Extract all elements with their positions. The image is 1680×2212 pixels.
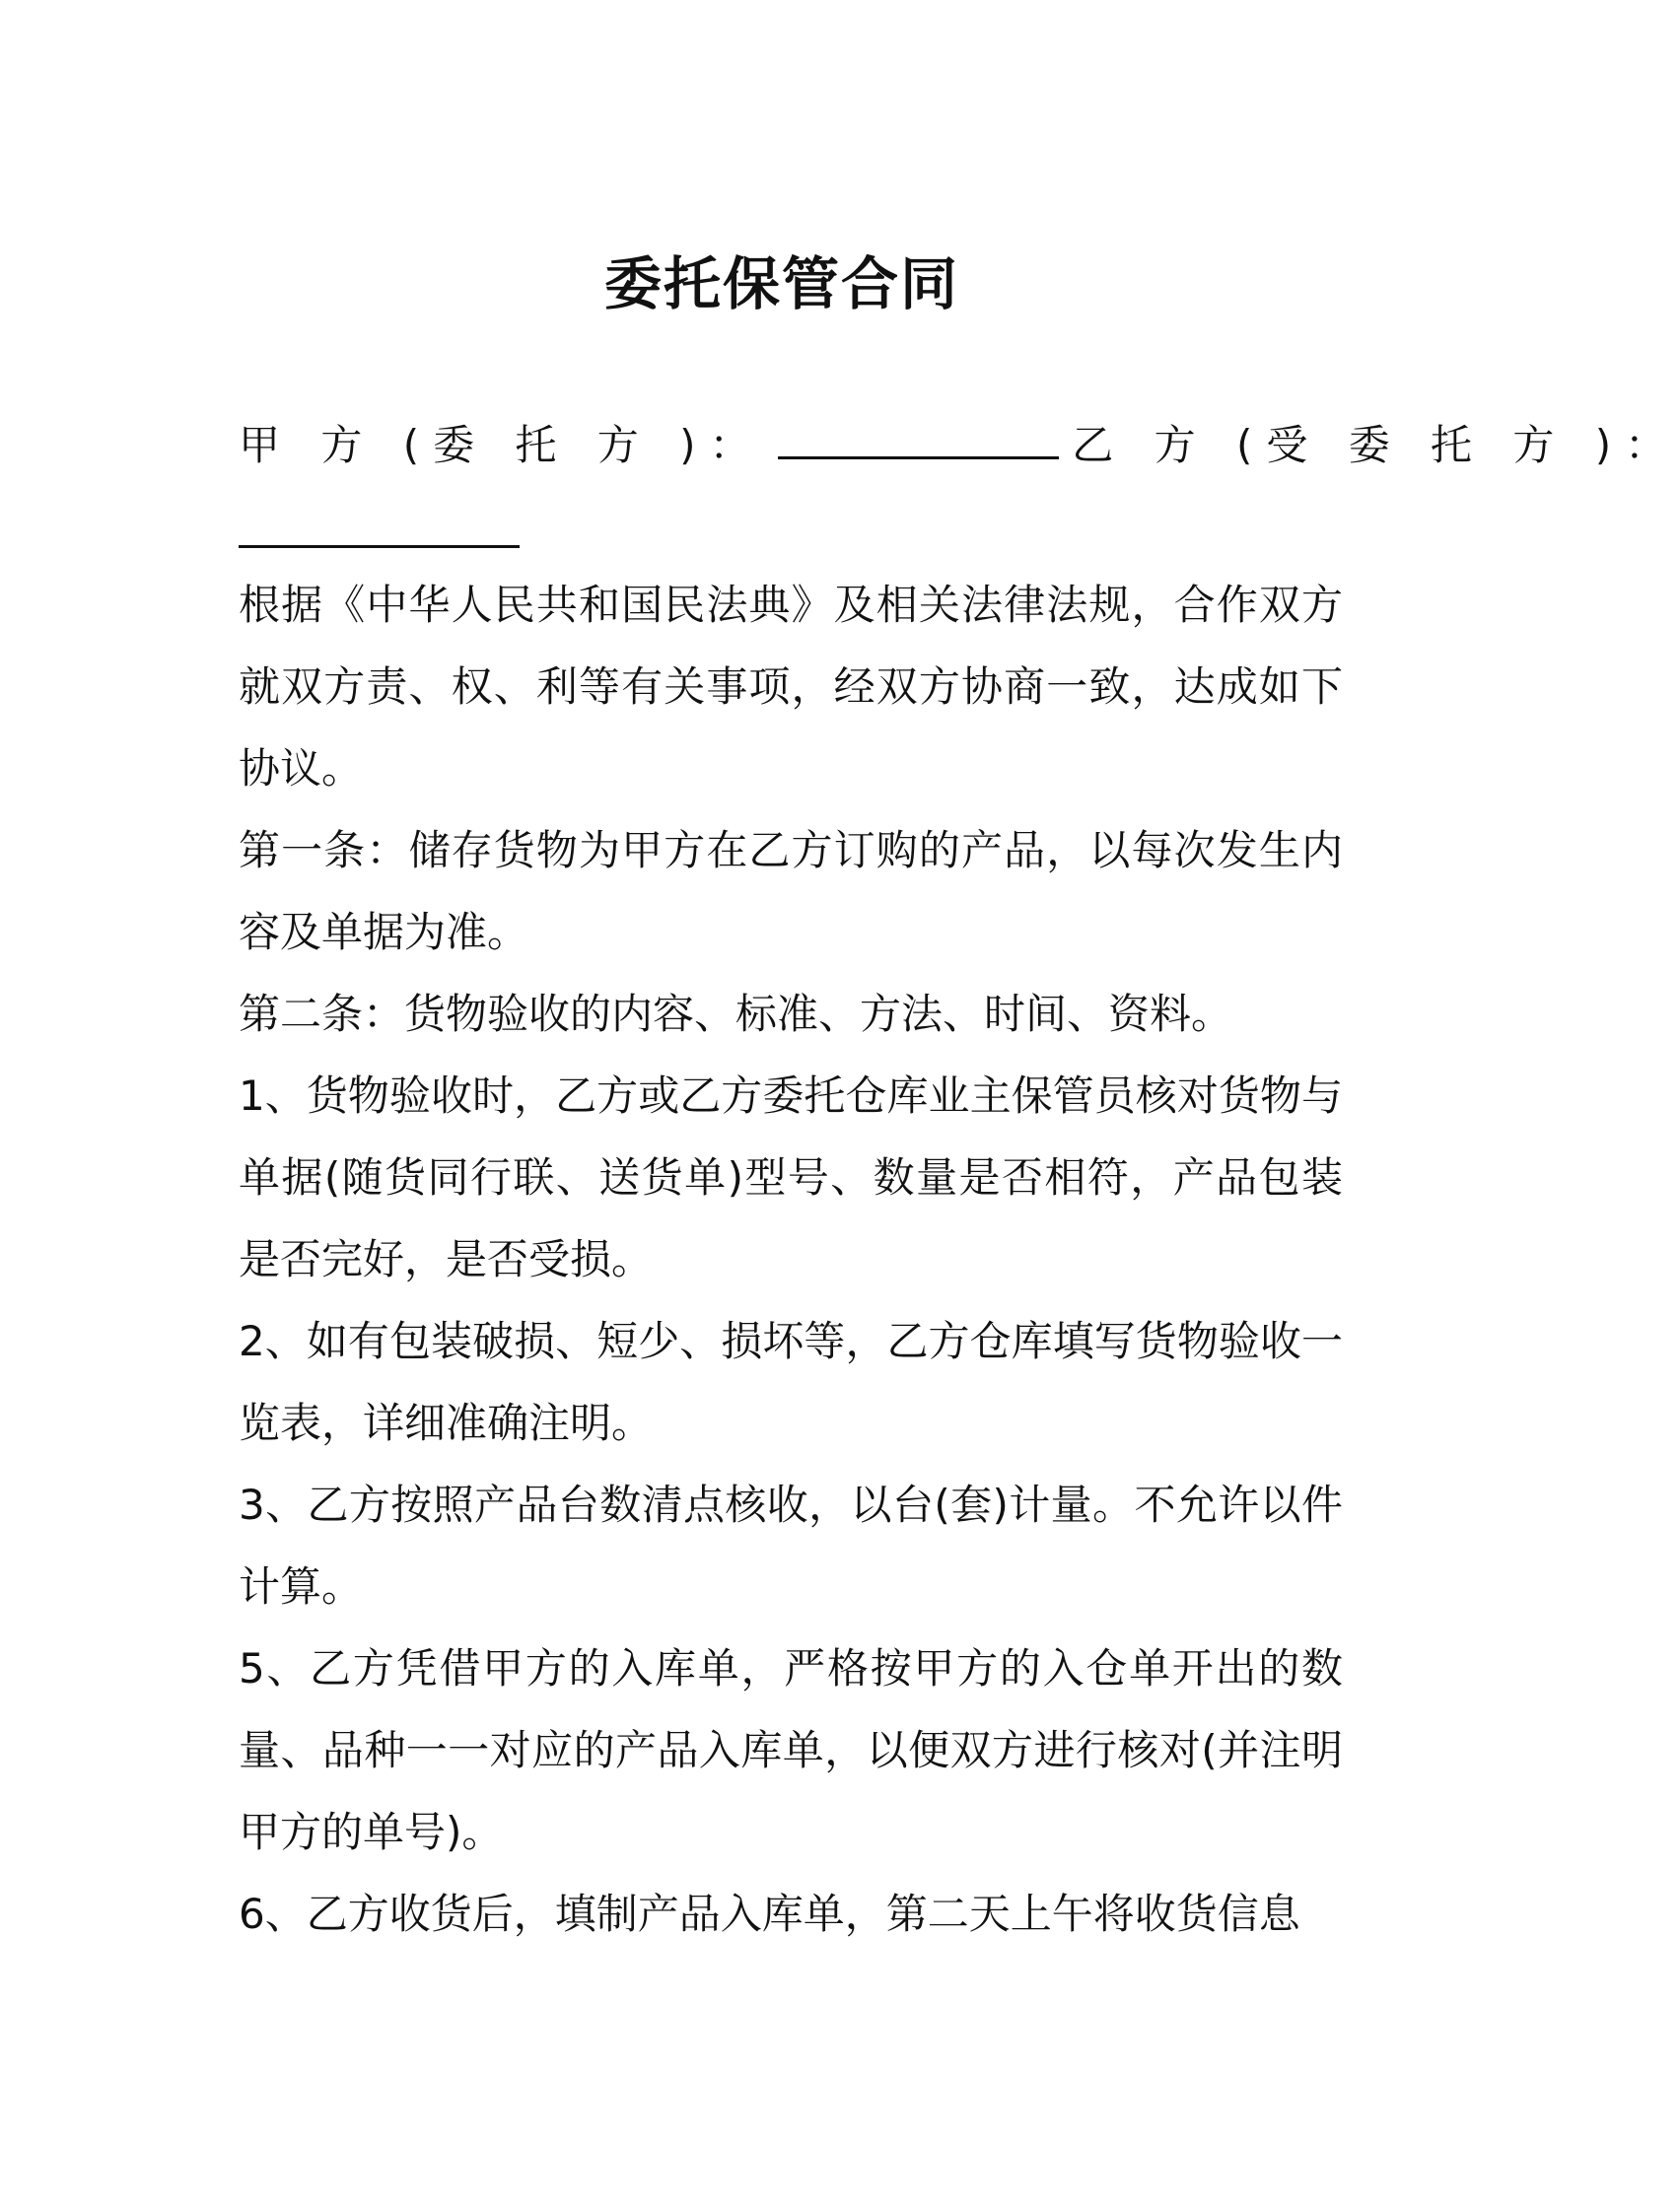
paragraph-item-1: 1、货物验收时，乙方或乙方委托仓库业主保管员核对货物与单据(随货同行联、送货单)型号、数量是否相符，产品包装是否完好，是否受损。 xyxy=(239,1071,1343,1283)
paragraph-item-2: 2、如有包装破损、短少、损坏等，乙方仓库填写货物验收一览表，详细准确注明。 xyxy=(239,1317,1343,1447)
paragraph-article-1: 第一条：储存货物为甲方在乙方订购的产品，以每次发生内容及单据为准。 xyxy=(239,826,1343,956)
party-b-blank xyxy=(239,488,520,548)
party-b-label: 乙 方 (受 委 托 方 )： xyxy=(1072,421,1680,469)
party-line xyxy=(239,399,1680,485)
party-a-blank xyxy=(778,399,1059,459)
paragraph-preamble: 根据《中华人民共和国民法典》及相关法律法规，合作双方就双方责、权、利等有关事项，经双方协商一致，达成如下协议。 xyxy=(239,581,1343,793)
contract-body xyxy=(239,564,1343,1955)
document-title: 委托保管合同 xyxy=(603,250,959,317)
paragraph-item-5: 5、乙方凭借甲方的入库单，严格按甲方的入仓单开出的数量、品种一一对应的产品入库单，以便双方进行核对(并注明甲方的单号)。 xyxy=(239,1644,1343,1856)
paragraph-article-2: 第二条：货物验收的内容、标准、方法、时间、资料。 xyxy=(239,990,1233,1038)
paragraph-item-3: 3、乙方按照产品台数清点核收，以台(套)计量。不允许以件计算。 xyxy=(239,1481,1343,1611)
party-a-label: 甲 方 (委 托 方 )： xyxy=(239,421,765,469)
paragraph-item-6: 6、乙方收货后，填制产品入库单，第二天上午将收货信息 xyxy=(239,1890,1300,1938)
